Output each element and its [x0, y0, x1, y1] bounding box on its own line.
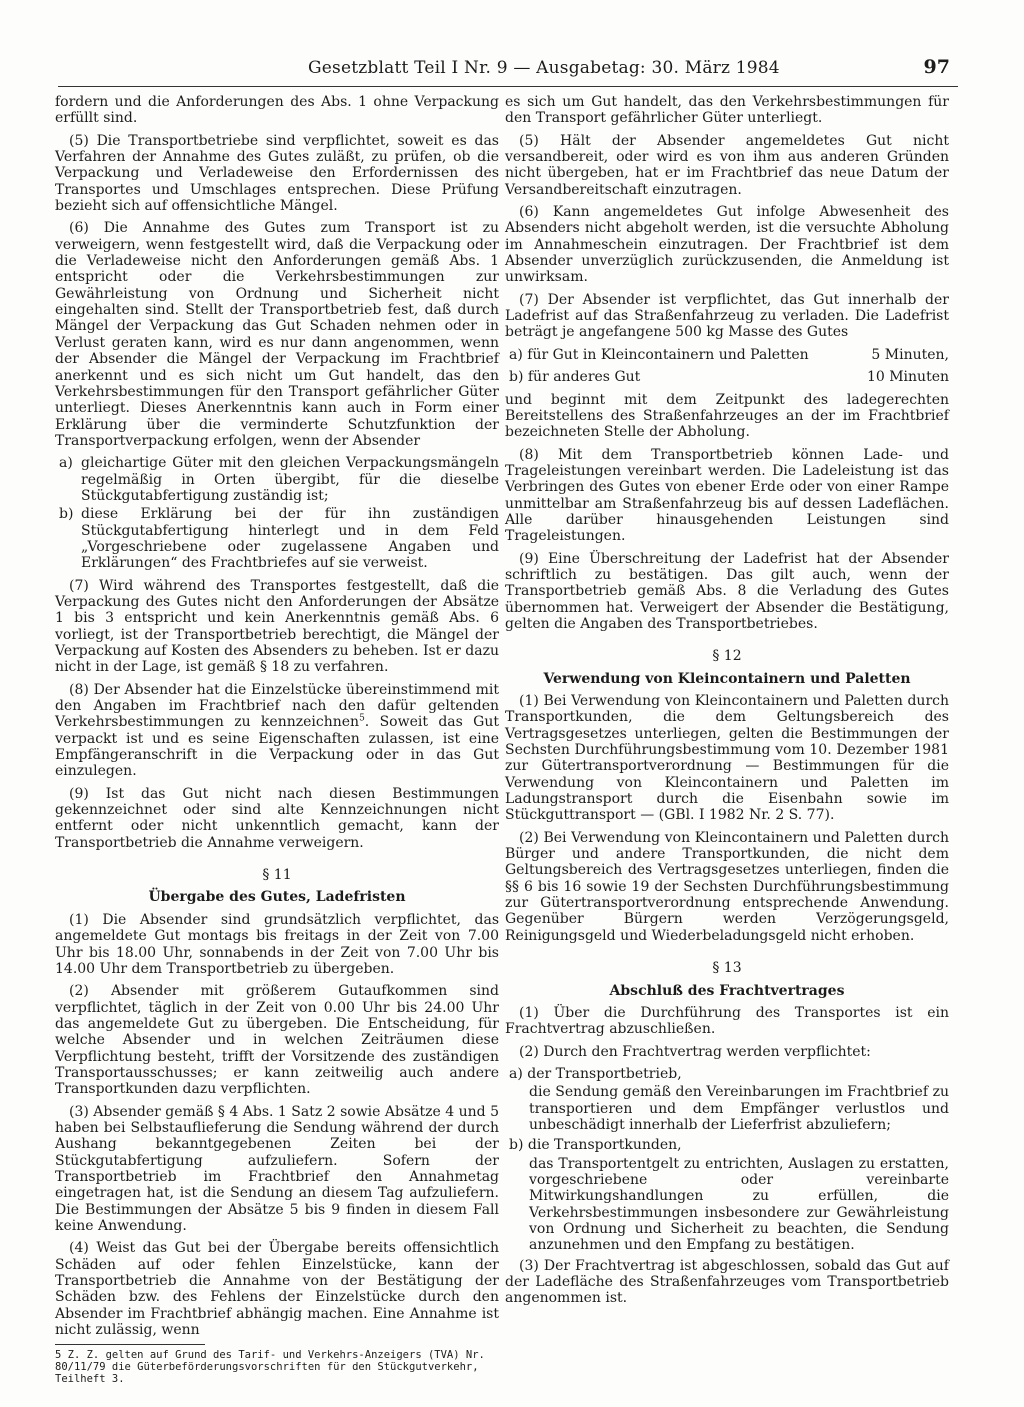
- list-item: [55, 506, 499, 571]
- right-column: [505, 94, 949, 1313]
- paragraph-6-list: [55, 455, 499, 571]
- section-11-paragraph-2: (2) Absender mit größerem Gutaufkommen sind verpflichtet, täglich in der Zeit von 0.00 Uhr bis 24.00 Uhr das angemeldete Gut zu übergeben. Die Entscheidung, für welche Absender und in welchen Zeiträumen diese Verpflichtung besteht, trifft der Vorsitzende des zuständigen Transportausschusses; er kann zeitweilig auch andere Transportkunden dazu verpflichten.: [55, 983, 499, 1098]
- list-marker: b): [59, 506, 74, 523]
- paragraph-5: (5) Hält der Absender angemeldetes Gut nicht versandbereit, oder wird es von ihm aus anderen Gründen nicht übergeben, hat er im Frachtbrief das neue Datum der Versandbereitschaft einzutragen.: [505, 132, 949, 198]
- footnote: 5 Z. Z. gelten auf Grund des Tarif- und Verkehrs-Anzeigers (TVA) Nr. 80/11/79 die Güterbeförderungsvorschriften für den Stückgutverkehr, Teilheft 3.: [55, 1349, 485, 1386]
- section-11-number: § 11: [262, 867, 292, 884]
- paragraph-9: (9) Eine Überschreitung der Ladefrist hat der Absender schriftlich zu bestätigen. Das gilt auch, wenn der Transportbetrieb gemäß Abs. 8 die Verladung des Gutes übernommen hat. Verweigert der Absender die Bestätigung, gelten die Angaben des Transportbetriebes.: [505, 550, 949, 632]
- paragraph-5: (5) Die Transportbetriebe sind verpflichtet, soweit es das Verfahren der Annahme des Gutes zuläßt, zu prüfen, ob die Verpackung und Verladeweise den Erfordernissen des Transportes und Umschlages entsprechen. Diese Prüfung bezieht sich auf offensichtliche Mängel.: [55, 132, 499, 215]
- section-11-title: Übergabe des Gutes, Ladefristen: [148, 889, 406, 906]
- header-title: Gesetzblatt Teil I Nr. 9 — Ausgabetag: 30. März 1984: [308, 58, 780, 78]
- paragraph-7-continuation: und beginnt mit dem Zeitpunkt des ladegerechten Bereitstellens des Straßenfahrzeuges an der im Frachtbrief bezeichneten Stelle der Abholung.: [505, 391, 949, 441]
- paragraph-7: (7) Wird während des Transportes festgestellt, daß die Verpackung des Gutes nicht den Anforderungen der Absätze 1 bis 3 entspricht und kein Anerkenntnis gemäß Abs. 6 vorliegt, ist der Transportbetrieb berechtigt, die Mängel der Verpackung auf Kosten des Absenders zu beheben. Ist er dazu nicht in der Lage, ist gemäß § 18 zu verfahren.: [55, 577, 499, 676]
- paragraph-8-text-b: . Soweit das Gut verpackt ist und es seine Eigenschaften zulassen, ist eine Empfängeranschrift in die Verpackung oder in das Gut einzulegen.: [55, 714, 499, 780]
- paragraph-continuation: fordern und die Anforderungen des Abs. 1 ohne Verpackung erfüllt sind.: [55, 94, 499, 127]
- paragraph-8: (8) Mit dem Transportbetrieb können Lade- und Trageleistungen vereinbart werden. Die Ladeleistung ist das Verbringen des Gutes von ebener Erde oder von einer Rampe unmittelbar am Straßenfahrzeug bis auf dessen Ladeflächen. Alle darüber hinausgehenden Leistungen sind Trageleistungen.: [505, 446, 949, 545]
- section-13-paragraph-3: (3) Der Frachtvertrag ist abgeschlossen, sobald das Gut auf der Ladefläche des Straßenfahrzeuges vom Transportbetrieb angenommen ist.: [505, 1257, 949, 1307]
- obligation-text: das Transportentgelt zu entrichten, Auslagen zu erstatten, vorgeschriebene oder vereinbarte Mitwirkungshandlungen zu erfüllen, die Verkehrsbestimmungen insbesondere zur Gewährleistung von Ordnung und Sicherheit zu beachten, die Sendung anzunehmen und den Empfang zu bestätigen.: [529, 1155, 949, 1254]
- ladefrist-value: 10 Minuten: [866, 369, 949, 386]
- ladefrist-row: [505, 347, 949, 363]
- paragraph-6: (6) Kann angemeldetes Gut infolge Abwesenheit des Absenders nicht abgeholt werden, ist die versuchte Abholung im Annahmeschein einzutragen. Der Frachtbrief ist dem Absender unverzüglich zurückzusenden, die Anmeldung ist unwirksam.: [505, 204, 949, 286]
- section-13-title: Abschluß des Frachtvertrages: [609, 982, 845, 999]
- section-12-title: Verwendung von Kleincontainern und Paletten: [543, 670, 911, 687]
- ladefrist-label: a) für Gut in Kleincontainern und Paletten: [509, 346, 809, 363]
- page-header: [58, 58, 958, 87]
- section-11-paragraph-1: (1) Die Absender sind grundsätzlich verpflichtet, das angemeldete Gut montags bis freitags in der Zeit von 7.00 Uhr bis 18.00 Uhr, sonnabends in der Zeit von 7.00 Uhr bis 14.00 Uhr dem Transportbetrieb zu übergeben.: [55, 911, 499, 977]
- footnote-separator: [55, 1344, 205, 1345]
- ladefrist-row: [505, 369, 949, 385]
- obligation-party: a) der Transportbetrieb,: [509, 1065, 682, 1082]
- section-13-paragraph-2: (2) Durch den Frachtvertrag werden verpflichtet:: [519, 1043, 871, 1060]
- obligation-party: b) die Transportkunden,: [509, 1137, 682, 1154]
- section-13-number: § 13: [712, 960, 742, 977]
- footnote-ref: 5: [359, 713, 365, 724]
- paragraph-8-text-a: (8) Der Absender hat die Einzelstücke übereinstimmend mit den Angaben im Frachtbrief nach den dafür geltenden Verkehrsbestimmungen zu kennzeichnen: [55, 681, 499, 731]
- obligation-item: [505, 1066, 949, 1133]
- section-12-paragraph-1: (1) Bei Verwendung von Kleincontainern und Paletten durch Transportkunden, die dem Geltungsbereich des Vertragsgesetzes unterliegen, gelten die Bestimmungen der Sechsten Durchführungsbestimmung vom 10. Dezember 1981 zur Gütertransportverordnung — Bestimmungen für die Verwendung von Kleincontainern und Paletten im Ladungstransport durch die Eisenbahn sowie im Stückguttransport — (GBl. I 1982 Nr. 2 S. 77).: [505, 693, 949, 824]
- section-11-paragraph-3: (3) Absender gemäß § 4 Abs. 1 Satz 2 sowie Absätze 4 und 5 haben bei Selbstauflieferung die Sendung während der durch Aushang bekanntgegebenen Zeiten bei der Stückgutabfertigung aufzuliefern. Sofern der Transportbetrieb im Frachtbrief den Annahmetag eingetragen hat, ist die Sendung an diesem Tag aufzuliefern. Die Bestimmungen der Absätze 5 bis 9 finden in diesem Fall keine Anwendung.: [55, 1103, 499, 1234]
- section-13-paragraph-1: (1) Über die Durchführung des Transportes ist ein Frachtvertrag abzuschließen.: [505, 1004, 949, 1038]
- paragraph-9: (9) Ist das Gut nicht nach diesen Bestimmungen gekennzeichnet oder sind alte Kennzeichnungen nicht entfernt oder nicht unkenntlich gemacht, kann der Transportbetrieb die Annahme verweigern.: [55, 785, 499, 851]
- list-text: diese Erklärung bei der für ihn zuständigen Stückgutabfertigung hinterlegt und in dem Feld „Vorgeschriebene oder zugelassene Angaben und Erklärungen“ des Frachtbriefes auf sie verweist.: [81, 506, 499, 572]
- paragraph-8: [55, 682, 499, 780]
- left-column: [55, 94, 499, 1385]
- paragraph-continuation: es sich um Gut handelt, das den Verkehrsbestimmungen für den Transport gefährlicher Güter unterliegt.: [505, 94, 949, 127]
- obligation-item: [505, 1137, 949, 1253]
- paragraph-7: (7) Der Absender ist verpflichtet, das Gut innerhalb der Ladefrist auf das Straßenfahrzeug zu verladen. Die Ladefrist beträgt je angefangene 500 kg Masse des Gutes: [505, 291, 949, 341]
- paragraph-6: (6) Die Annahme des Gutes zum Transport ist zu verweigern, wenn festgestellt wird, daß die Verpackung oder die Verladeweise nicht den Anforderungen gemäß Abs. 1 entspricht oder die Verkehrsbestimmungen zur Gewährleistung von Ordnung und Sicherheit nicht eingehalten sind. Stellt der Transportbetrieb fest, daß durch Mängel der Verpackung das Gut Schaden nehmen oder in Verlust geraten kann, wird es nur dann angenommen, wenn der Absender die Mängel der Verpackung im Frachtbrief anerkennt und es sich nicht um Gut handelt, das den Verkehrsbestimmungen für den Transport gefährlicher Güter unterliegt. Dieses Anerkenntnis kann auch in Form einer Erklärung über die verminderte Schutzfunktion der Transportverpackung erfolgen, wenn der Absender: [55, 220, 499, 449]
- list-marker: a): [59, 455, 73, 472]
- section-11-paragraph-4: (4) Weist das Gut bei der Übergabe bereits offensichtlich Schäden auf oder fehlen Einzelstücke, kann der Transportbetrieb die Annahme von der Bestätigung der Schäden bzw. des Fehlens der Einzelstücke durch den Absender im Frachtbrief abhängig machen. Eine Annahme ist nicht zulässig, wenn: [55, 1240, 499, 1339]
- list-item: [55, 455, 499, 504]
- ladefrist-label: b) für anderes Gut: [509, 369, 641, 386]
- page-number: 97: [923, 56, 950, 78]
- list-text: gleichartige Güter mit den gleichen Verpackungsmängeln regelmäßig in Orten übergibt, für die dieselbe Stückgutabfertigung zuständig ist;: [81, 455, 499, 504]
- obligation-text: die Sendung gemäß den Vereinbarungen im Frachtbrief zu transportieren und dem Empfänger verlustlos und unbeschädigt innerhalb der Lieferfrist abzuliefern;: [529, 1084, 949, 1133]
- ladefrist-value: 5 Minuten,: [871, 346, 949, 363]
- section-12-number: § 12: [712, 648, 742, 665]
- section-12-paragraph-2: (2) Bei Verwendung von Kleincontainern und Paletten durch Bürger und andere Transportkunden, die nicht dem Geltungsbereich des Vertragsgesetzes unterliegen, finden die §§ 6 bis 16 sowie 19 der Sechsten Durchführungsbestimmung zur Gütertransportverordnung entsprechende Anwendung. Gegenüber Bürgern werden Verzögerungsgeld, Reinigungsgeld und Wiederbeladungsgeld nicht erhoben.: [505, 829, 949, 944]
